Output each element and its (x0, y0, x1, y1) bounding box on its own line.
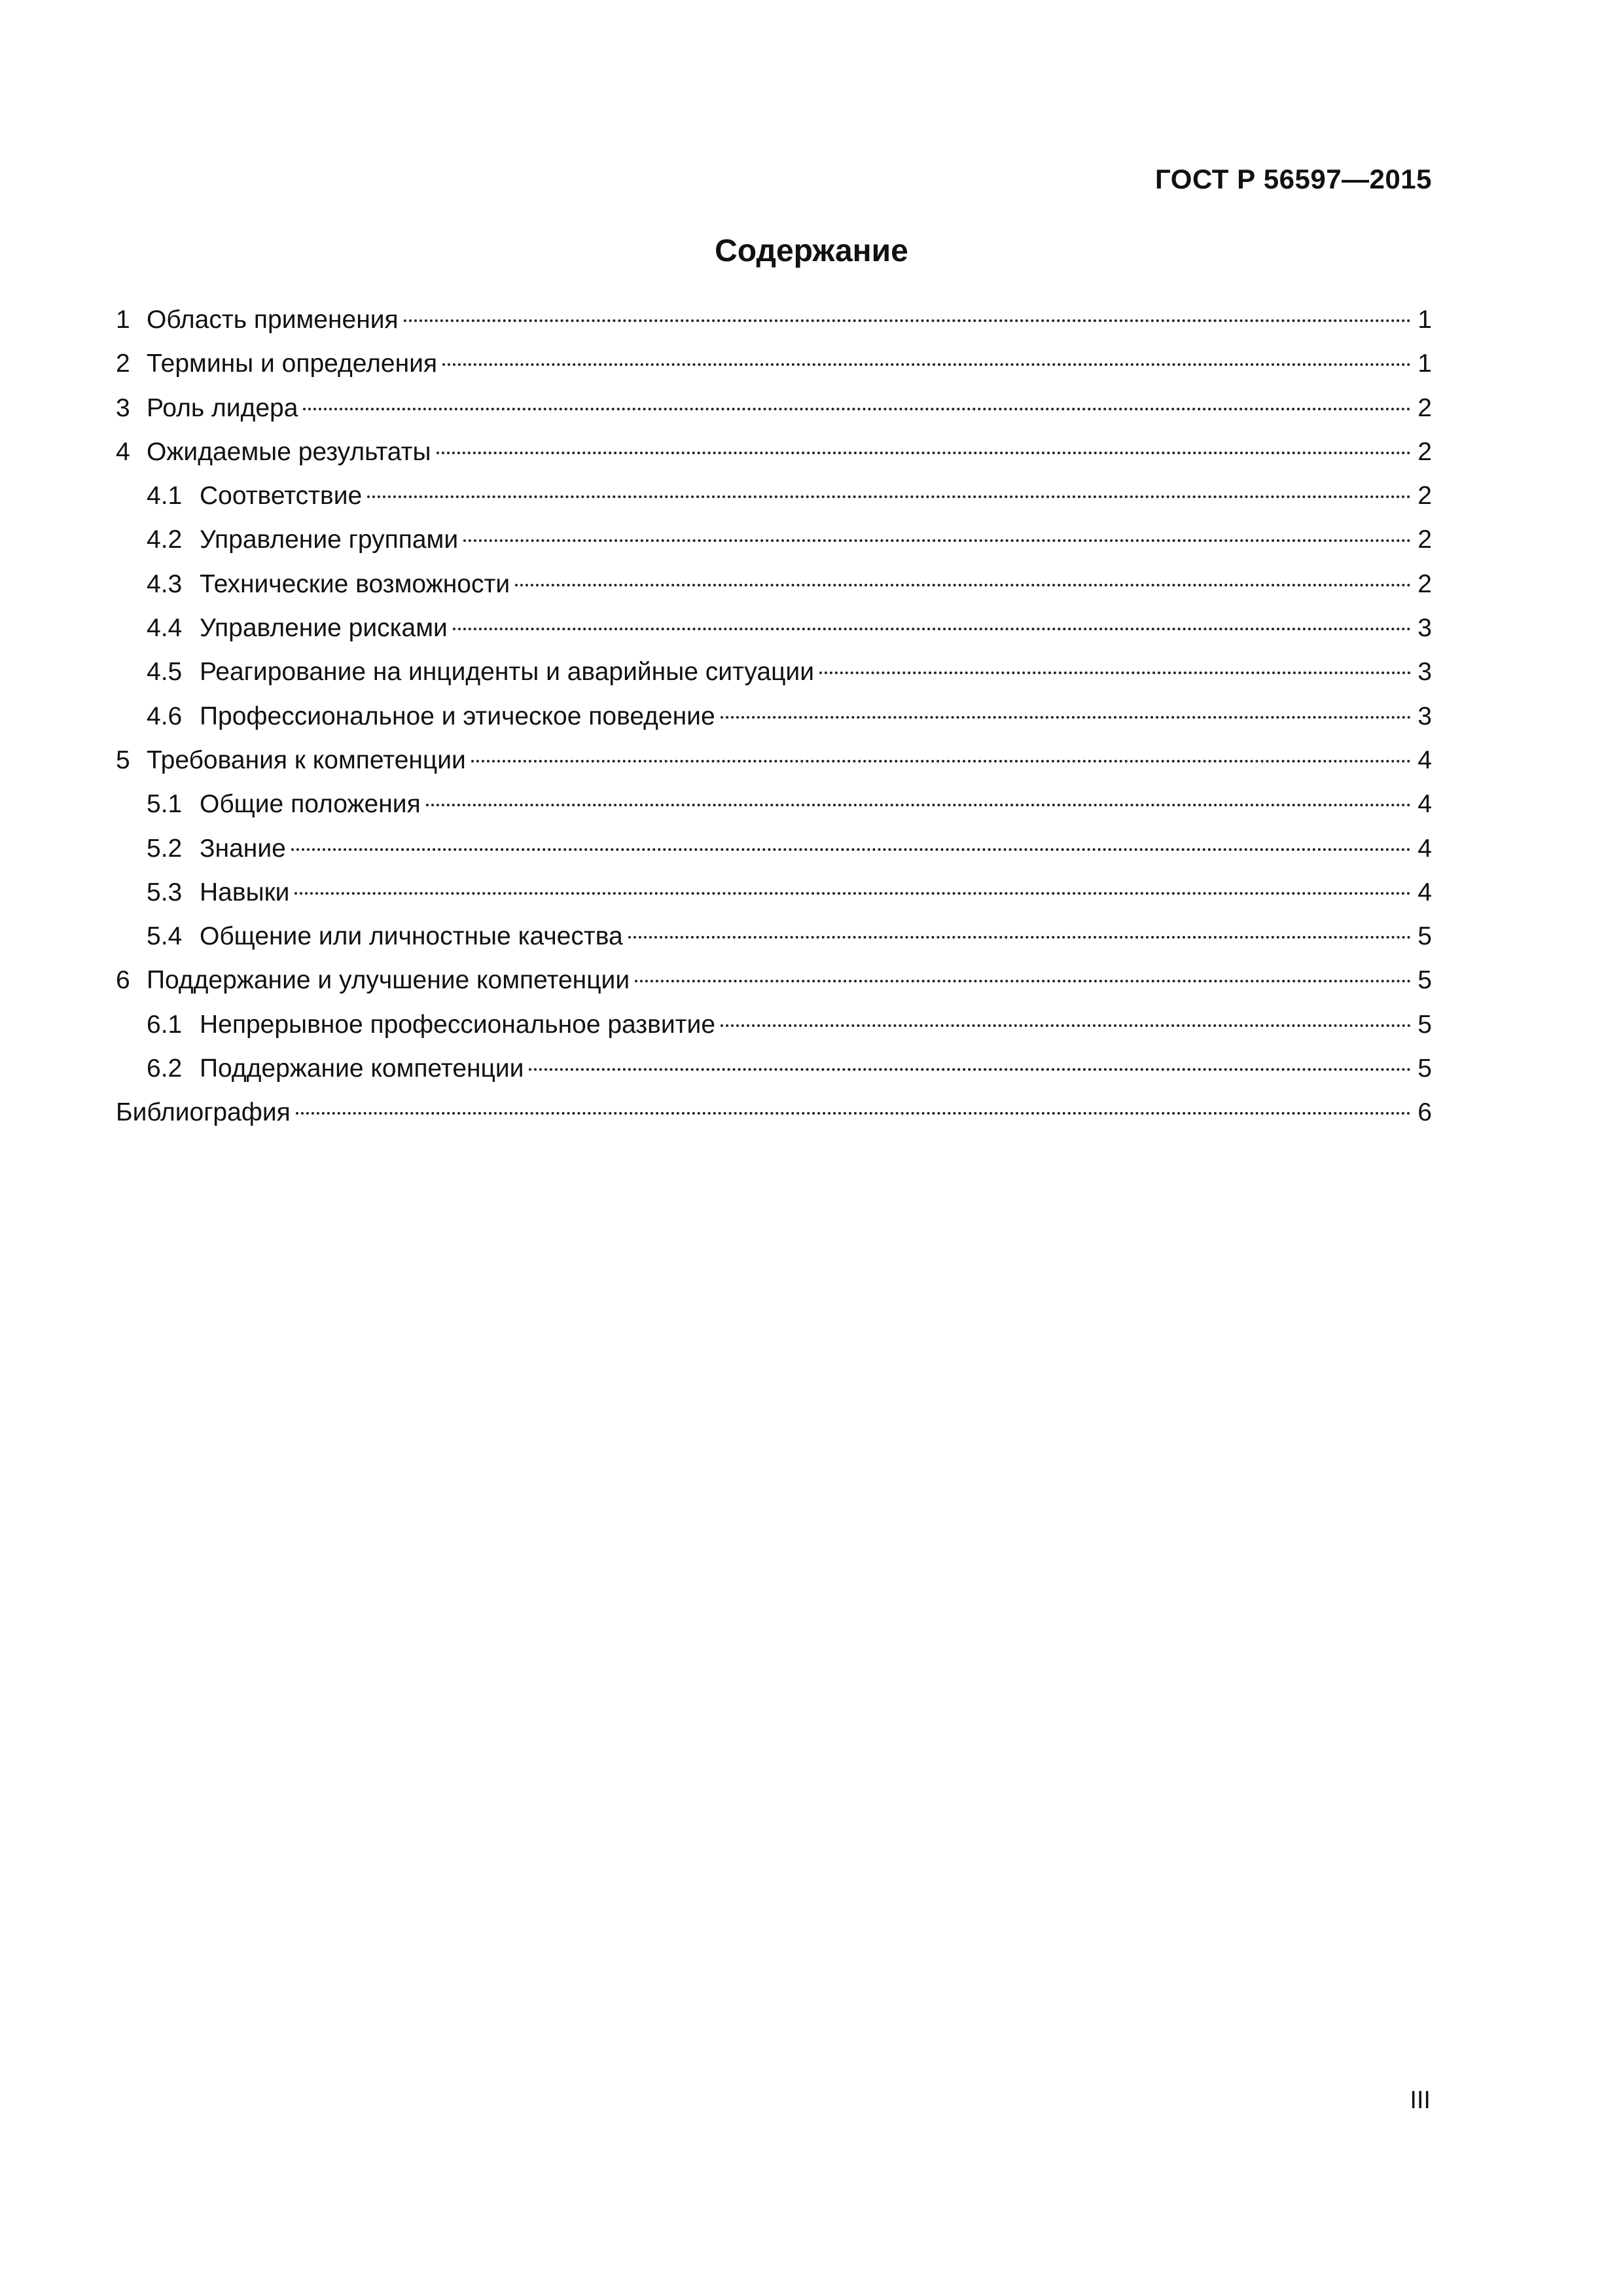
dot-leader (819, 672, 1411, 674)
toc-entry-title: Управление группами (200, 526, 459, 554)
toc-entry (116, 694, 1432, 738)
toc-entry (116, 1047, 1432, 1090)
toc-entry-page: 5 (1418, 1054, 1432, 1083)
toc-entry-page: 2 (1418, 482, 1432, 511)
toc-entry-page: 1 (1418, 350, 1432, 378)
toc-entry (116, 474, 1432, 518)
toc-entry-page: 3 (1418, 702, 1432, 730)
toc-entry-page: 2 (1418, 393, 1432, 422)
toc-entry-number: 5.2 (147, 834, 183, 863)
toc-entry-title: Знание (200, 834, 286, 863)
toc-entry-title: Поддержание и улучшение компетенции (147, 966, 630, 995)
toc-entry (116, 386, 1432, 430)
toc-entry (116, 606, 1432, 650)
dot-leader (515, 584, 1411, 586)
toc-entry-page: 4 (1418, 834, 1432, 863)
toc-entry-title: Общие положения (200, 790, 421, 819)
toc-entry-title: Управление рисками (200, 614, 448, 643)
dot-leader (628, 936, 1411, 939)
toc-entry-title: Непрерывное профессиональное развитие (200, 1010, 716, 1039)
toc-entry-number: 4.4 (147, 614, 183, 643)
toc-entry (116, 782, 1432, 826)
toc-entry-number: 5 (116, 745, 130, 774)
toc-entry (116, 870, 1432, 914)
toc-entry (116, 342, 1432, 386)
toc-entry-number: 4.5 (147, 658, 183, 687)
toc-entry-title: Профессиональное и этическое поведение (200, 702, 715, 730)
toc-entry-number: 1 (116, 306, 130, 334)
toc-entry-number: 4.1 (147, 482, 183, 511)
dot-leader (426, 804, 1411, 806)
dot-leader (291, 848, 1411, 851)
toc-entry-title: Навыки (200, 878, 290, 906)
toc-entry (116, 430, 1432, 474)
toc-entry-title: Соответствие (200, 482, 363, 511)
toc-entry-page: 2 (1418, 569, 1432, 598)
toc-entry (116, 518, 1432, 562)
toc-entry-title: Реагирование на инциденты и аварийные ситуации (200, 658, 814, 687)
dot-leader (453, 628, 1411, 630)
toc-entry-number: 5.1 (147, 790, 183, 819)
toc-entry-number: 6 (116, 966, 130, 995)
toc-entry (116, 958, 1432, 1002)
toc-entry-page: 1 (1418, 306, 1432, 334)
toc-entry (116, 827, 1432, 870)
toc-entry-page: 4 (1418, 745, 1432, 774)
dot-leader (529, 1068, 1411, 1071)
dot-leader (294, 892, 1411, 895)
toc-entry-number: 6.2 (147, 1054, 183, 1083)
page-number: III (1410, 2087, 1431, 2114)
toc-entry (116, 562, 1432, 606)
toc-entry-number: 4.6 (147, 702, 183, 730)
toc-entry-title: Область применения (147, 306, 399, 334)
dot-leader (463, 539, 1411, 542)
toc-entry-number: 2 (116, 350, 130, 378)
document-code: ГОСТ Р 56597—2015 (1155, 164, 1432, 194)
toc-entry-page: 4 (1418, 878, 1432, 906)
dot-leader (442, 363, 1411, 366)
dot-leader (471, 760, 1411, 762)
toc-entry-page: 3 (1418, 614, 1432, 643)
dot-leader (404, 319, 1411, 322)
toc-entry-title: Ожидаемые результаты (147, 437, 431, 466)
toc-entry-number: 4 (116, 437, 130, 466)
toc-entry-page: 2 (1418, 437, 1432, 466)
toc-entry-title: Термины и определения (147, 350, 438, 378)
toc-title: Содержание (715, 234, 908, 268)
toc-entry-page: 2 (1418, 526, 1432, 554)
toc-entry (116, 650, 1432, 694)
toc-entry-page: 4 (1418, 790, 1432, 819)
toc-entry-title: Библиография (116, 1098, 291, 1127)
toc-entry-page: 3 (1418, 658, 1432, 687)
toc-entry (116, 1003, 1432, 1047)
toc-entry-title: Поддержание компетенции (200, 1054, 524, 1083)
toc-entry-number: 5.3 (147, 878, 183, 906)
toc-entry-page: 5 (1418, 1010, 1432, 1039)
table-of-contents (116, 298, 1432, 1135)
toc-entry-title: Общение или личностные качества (200, 922, 623, 951)
dot-leader (296, 1112, 1411, 1115)
dot-leader (303, 408, 1411, 410)
toc-entry (116, 298, 1432, 342)
toc-entry-title: Требования к компетенции (147, 745, 466, 774)
toc-entry-number: 6.1 (147, 1010, 183, 1039)
toc-entry-page: 5 (1418, 966, 1432, 995)
toc-entry-number: 4.3 (147, 569, 183, 598)
toc-entry (116, 738, 1432, 782)
toc-entry-title: Роль лидера (147, 393, 298, 422)
toc-entry-number: 4.2 (147, 526, 183, 554)
dot-leader (437, 452, 1411, 454)
dot-leader (721, 716, 1411, 719)
dot-leader (635, 980, 1411, 982)
dot-leader (721, 1024, 1411, 1027)
dot-leader (367, 495, 1411, 498)
toc-entry-number: 5.4 (147, 922, 183, 951)
toc-entry (116, 914, 1432, 958)
toc-entry-page: 6 (1418, 1098, 1432, 1127)
toc-entry-title: Технические возможности (200, 569, 510, 598)
toc-entry-number: 3 (116, 393, 130, 422)
toc-entry (116, 1090, 1432, 1134)
toc-entry-page: 5 (1418, 922, 1432, 951)
